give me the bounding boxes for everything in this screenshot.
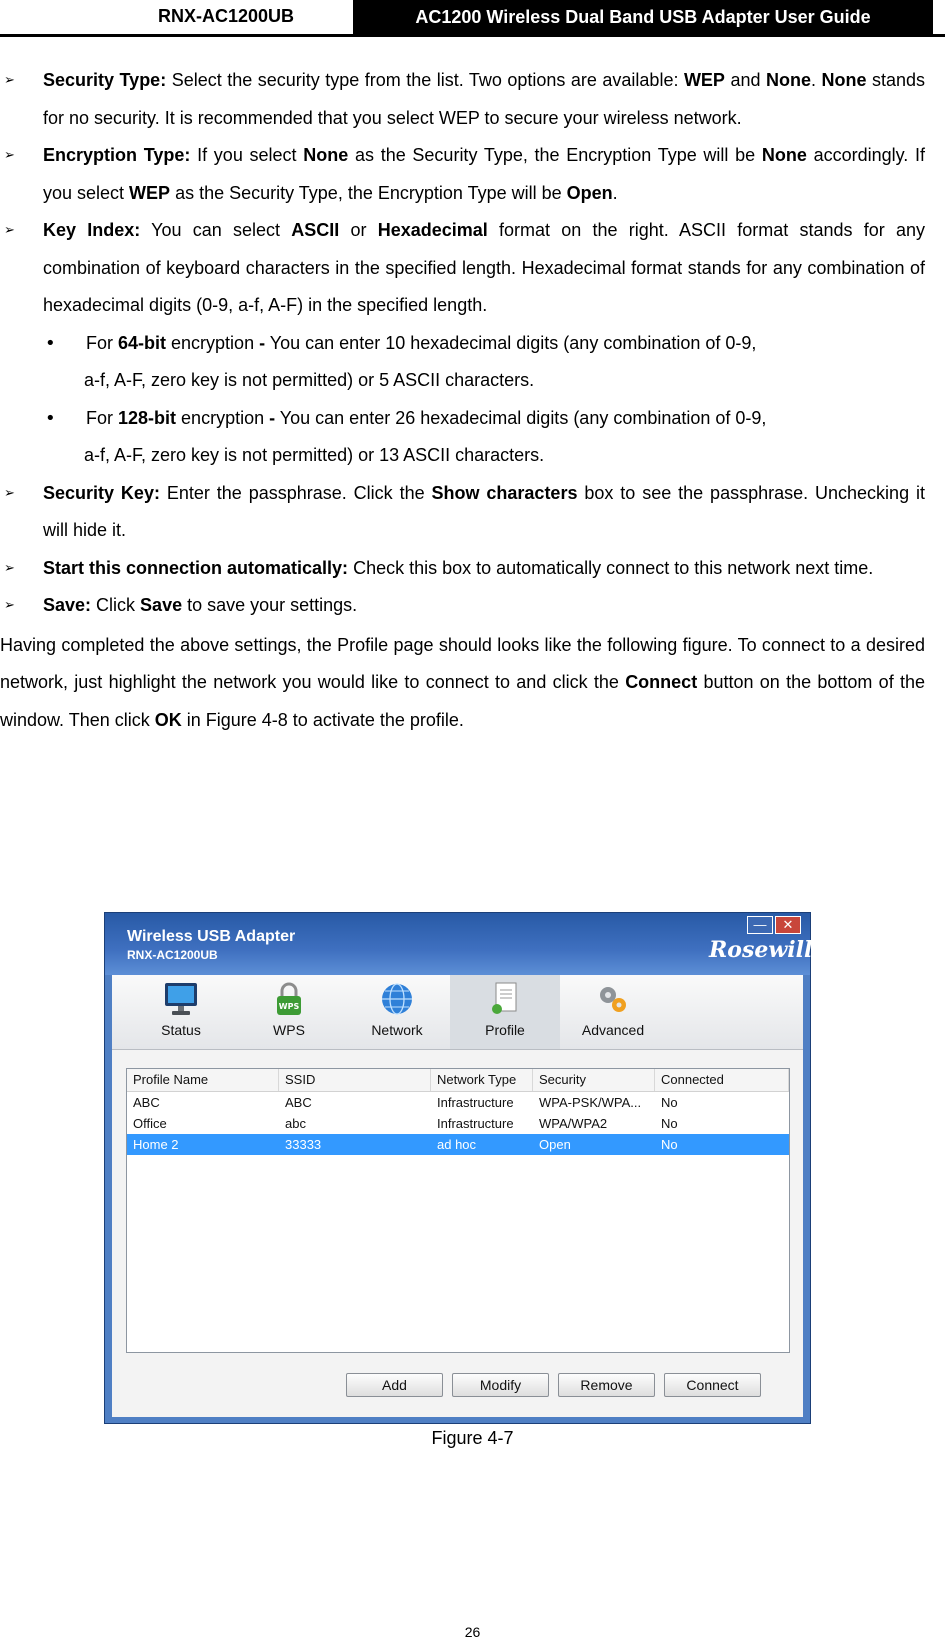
close-button[interactable]: ✕	[775, 916, 801, 934]
minimize-button[interactable]: —	[747, 916, 773, 934]
bullet-text: box to see the passphrase. Unchecking it will hide it.	[43, 482, 925, 540]
column-header[interactable]: Network Type	[431, 1069, 533, 1091]
bullet-label: Key Index:	[43, 220, 141, 240]
table-cell: WPA-PSK/WPA...	[539, 1095, 642, 1110]
bullet-label: Start this connection automatically:	[43, 557, 349, 578]
paragraph-text: in Figure 4-8 to activate the profile.	[181, 709, 464, 730]
modify-button[interactable]: Modify	[452, 1373, 549, 1397]
bullet-text: accordingly. If you select	[43, 145, 925, 203]
bullet-key-index	[0, 212, 925, 325]
bullet-text: Enter the passphrase. Click the	[159, 482, 432, 503]
page-number: 26	[464, 1624, 481, 1640]
header-rule	[0, 34, 945, 37]
nav-advanced[interactable]	[558, 975, 668, 1049]
table-cell: WPA/WPA2	[539, 1116, 608, 1131]
paragraph-bold: OK	[154, 709, 182, 730]
table-row[interactable]	[127, 1113, 789, 1134]
table-cell: abc	[285, 1116, 306, 1131]
bullet-text: Check this box to automatically connect to this network next time.	[348, 557, 874, 578]
table-cell: Office	[133, 1116, 167, 1131]
bullet-text: You can enter 26 hexadecimal digits (any combination of 0-9,	[275, 407, 767, 428]
table-cell: No	[661, 1116, 678, 1131]
globe-icon	[379, 981, 415, 1017]
header-title: AC1200 Wireless Dual Band USB Adapter User Guide	[353, 0, 933, 34]
sub-bullet-128bit	[0, 400, 925, 475]
connect-button[interactable]: Connect	[664, 1373, 761, 1397]
bullet-bold: None	[821, 70, 867, 90]
table-cell: Home 2	[133, 1137, 179, 1152]
bullet-text: Click	[91, 595, 141, 615]
bullet-text: format on the right. ASCII format stands for any combination of keyboard characters in the specified length. Hexadecimal format stands for any combination of hexadecimal digits (0-9, a-f, A-F) in the specified length.	[43, 220, 925, 315]
bullet-save	[0, 587, 925, 625]
bullet-dot: •	[45, 407, 56, 429]
nav-status[interactable]	[126, 975, 236, 1049]
bullet-bold: 64-bit	[118, 332, 167, 353]
table-cell: No	[661, 1095, 678, 1110]
bullet-text: You can select	[140, 220, 292, 240]
table-cell: Infrastructure	[437, 1116, 514, 1131]
bullet-bold: WEP	[129, 182, 171, 203]
bullet-text: For	[86, 332, 119, 353]
table-cell: No	[661, 1137, 678, 1152]
bullet-bold: Hexadecimal	[377, 220, 488, 240]
bullet-label: Encryption Type:	[43, 145, 191, 165]
nav-wps[interactable]	[234, 975, 344, 1049]
bullet-label: Security Type:	[43, 70, 167, 90]
rosewill-logo	[709, 937, 821, 963]
bullet-security-type	[0, 62, 925, 137]
sub-bullet-64bit	[0, 325, 925, 400]
nav-label: Network	[371, 1022, 423, 1038]
bullet-bold: Open	[566, 182, 613, 203]
logo-mark: ®	[812, 937, 822, 947]
paragraph-text: Having completed the above settings, the Profile page should looks like the following figure. To connect to a desired network, just highlight the network you would like to connect to and click the	[0, 634, 925, 692]
bullet-text: a-f, A-F, zero key is not permitted) or 5 ASCII characters.	[84, 370, 535, 390]
table-cell: ABC	[285, 1095, 312, 1110]
bullet-text: to save your settings.	[182, 595, 358, 615]
profile-panel	[112, 1050, 803, 1417]
bullet-text: or	[339, 220, 378, 240]
bullet-text: encryption	[166, 332, 260, 353]
nav-label: Status	[161, 1022, 201, 1038]
bullet-bold: -	[269, 407, 276, 428]
add-button[interactable]: Add	[346, 1373, 443, 1397]
bullet-text: and	[724, 70, 766, 90]
table-cell: ABC	[133, 1095, 160, 1110]
bullet-text: .	[612, 182, 618, 203]
bullet-security-key	[0, 475, 925, 550]
profile-table	[126, 1068, 790, 1353]
body-text	[0, 62, 925, 739]
header-model: RNX-AC1200UB	[158, 6, 295, 26]
paragraph-text: button on the bottom of the window. Then click	[0, 672, 925, 730]
remove-button[interactable]: Remove	[558, 1373, 655, 1397]
bullet-bold: WEP	[683, 70, 725, 90]
table-cell: 33333	[285, 1137, 322, 1152]
table-cell: Open	[539, 1137, 571, 1152]
bullet-bold: Show characters	[431, 482, 578, 503]
figure-caption: Figure 4-7	[431, 1428, 514, 1448]
column-header[interactable]: SSID	[279, 1069, 431, 1091]
column-header[interactable]: Security	[533, 1069, 655, 1091]
gears-icon	[595, 981, 631, 1017]
table-cell: Infrastructure	[437, 1095, 514, 1110]
nav-profile[interactable]	[450, 975, 560, 1049]
bullet-bold: None	[303, 145, 349, 165]
bullet-bold: -	[259, 332, 266, 353]
app-subtitle: RNX-AC1200UB	[127, 948, 218, 962]
bullet-text: stands for no security. It is recommended that you select WEP to secure your wireless network.	[43, 70, 925, 128]
bullet-text: .	[810, 70, 822, 90]
title-bar	[105, 913, 822, 975]
nav-label: Profile	[485, 1022, 525, 1038]
page-header	[0, 0, 945, 36]
table-row-selected[interactable]	[127, 1134, 789, 1155]
bullet-bold: None	[761, 145, 807, 165]
bullet-bold: Save	[140, 595, 183, 615]
logo-text: Rosewill	[709, 937, 813, 963]
bullet-label: Security Key:	[43, 482, 160, 503]
bullet-text: For	[86, 407, 119, 428]
app-title: Wireless USB Adapter	[127, 928, 296, 945]
wps-lock-icon	[271, 981, 307, 1017]
bullet-text: as the Security Type, the Encryption Type will be	[170, 182, 567, 203]
bullet-label: Save:	[43, 595, 92, 615]
table-header	[127, 1069, 789, 1092]
profile-document-icon	[487, 981, 523, 1017]
monitor-icon	[163, 981, 199, 1017]
bullet-bold: None	[765, 70, 811, 90]
bullet-text: If you select	[190, 145, 304, 165]
bullet-text: Select the security type from the list. Two options are available:	[166, 70, 684, 90]
nav-network[interactable]	[342, 975, 452, 1049]
table-cell: ad hoc	[437, 1137, 477, 1152]
paragraph-bold: Connect	[625, 672, 698, 692]
nav-toolbar	[112, 975, 803, 1050]
bullet-bold: ASCII	[291, 220, 340, 240]
bullet-text: You can enter 10 hexadecimal digits (any combination of 0-9,	[265, 332, 757, 353]
instruction-paragraph	[0, 627, 925, 740]
nav-label: Advanced	[581, 1022, 645, 1038]
bullet-dot: •	[45, 332, 56, 354]
svg-text:WPS: WPS	[278, 1002, 300, 1011]
app-window	[104, 912, 822, 1424]
bullet-start-auto	[0, 550, 925, 588]
column-header[interactable]: Connected	[655, 1069, 789, 1091]
column-header[interactable]: Profile Name	[127, 1069, 279, 1091]
nav-label: WPS	[273, 1022, 305, 1038]
bullet-bold: 128-bit	[118, 407, 177, 428]
bullet-text: as the Security Type, the Encryption Type will be	[348, 145, 762, 165]
table-row[interactable]	[127, 1092, 789, 1113]
bullet-text: encryption	[176, 407, 270, 428]
bullet-encryption-type	[0, 137, 925, 212]
bullet-text: a-f, A-F, zero key is not permitted) or 13 ASCII characters.	[84, 445, 545, 465]
